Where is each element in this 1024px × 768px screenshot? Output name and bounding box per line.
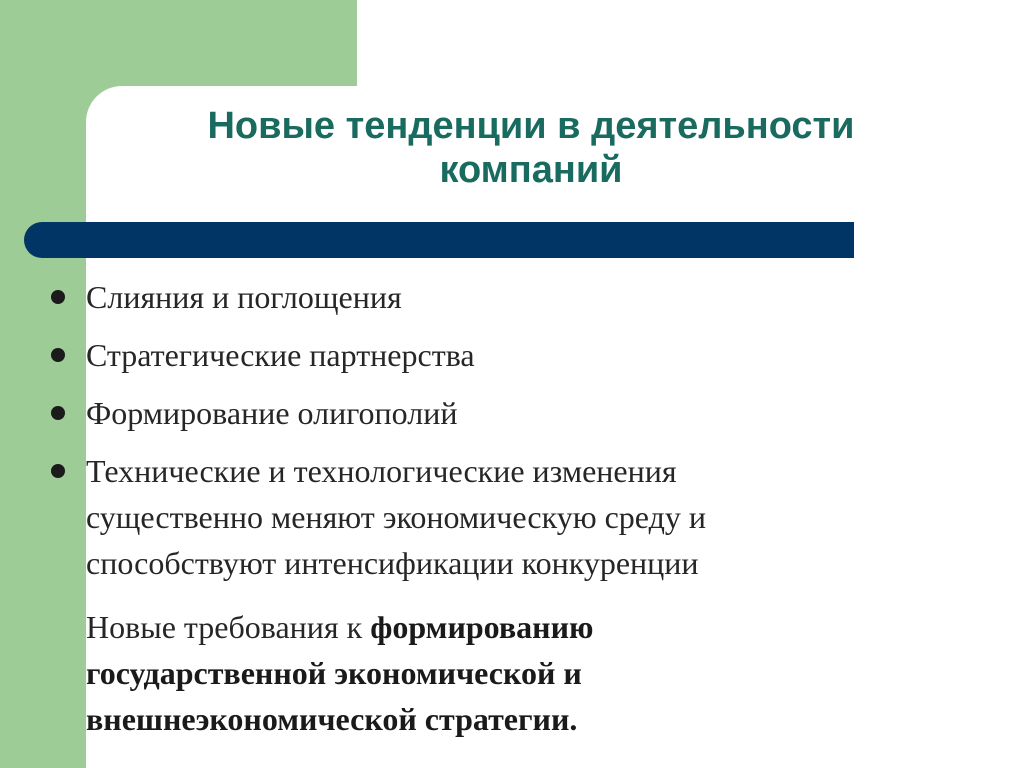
closing-bold-text: государственной экономической и <box>86 655 582 691</box>
closing-line-2 <box>86 650 1000 696</box>
closing-lead-text: Новые требования к <box>86 609 371 645</box>
bullet-dot-icon <box>51 348 65 362</box>
bullet-text: Стратегические партнерства <box>86 337 475 373</box>
bullet-dot-icon <box>51 290 65 304</box>
bullet-text: Слияния и поглощения <box>86 279 402 315</box>
slide-title <box>86 104 976 192</box>
closing-bold-text: внешнеэкономической стратегии. <box>86 701 578 737</box>
closing-line-1 <box>86 604 1000 650</box>
title-line-1: Новые тенденции в деятельности <box>207 105 855 147</box>
bullet-item <box>0 274 1000 320</box>
bullet-text-line: Технические и технологические изменения <box>86 453 677 489</box>
bullet-dot-icon <box>51 464 65 478</box>
bullet-text: Формирование олигополий <box>86 395 458 431</box>
bullet-item <box>0 390 1000 436</box>
bullet-text-line: существенно меняют экономическую среду и <box>86 499 706 535</box>
bullet-text-line: способствуют интенсификации конкуренции <box>86 545 699 581</box>
bullet-dot-icon <box>51 406 65 420</box>
title-line-2: компаний <box>439 149 623 191</box>
closing-bold-text: формированию <box>370 609 594 645</box>
closing-line-3 <box>86 696 1000 742</box>
bullet-item <box>0 332 1000 378</box>
title-divider-bar <box>24 222 854 258</box>
bullet-item <box>0 448 1000 586</box>
bullet-list <box>0 274 1000 742</box>
closing-paragraph <box>0 604 1000 742</box>
